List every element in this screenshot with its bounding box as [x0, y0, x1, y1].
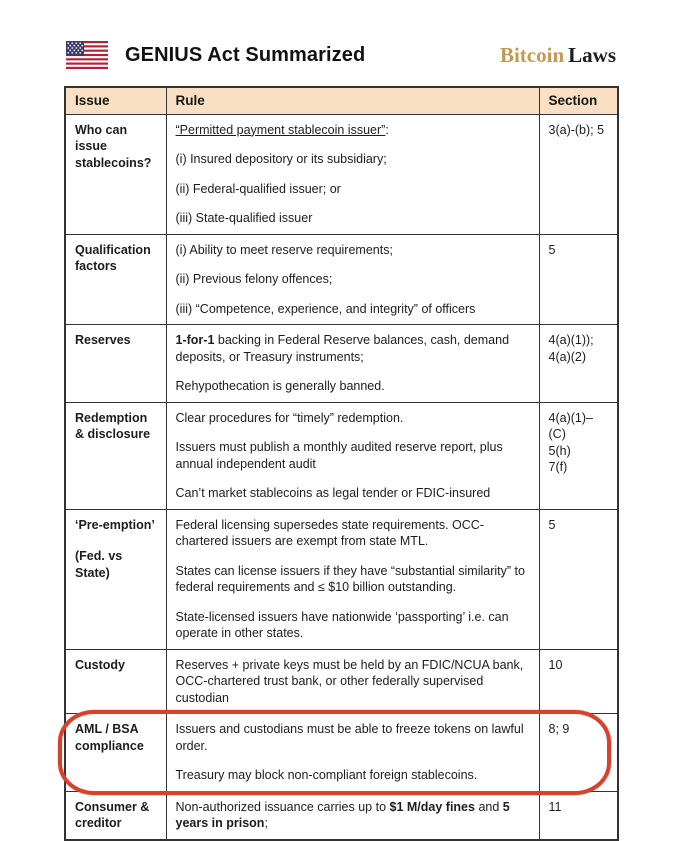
table-row-preemption: [65, 509, 618, 649]
issue-label: AML / BSA compliance: [75, 722, 144, 753]
rule-cell: [166, 234, 539, 325]
issue-cell: [65, 649, 166, 714]
bold-term: 1-for-1: [175, 333, 215, 347]
rule-cell: [166, 114, 539, 234]
rule-paragraph: Federal licensing supersedes state requirements. OCC-chartered issuers are exempt from state MTL.: [175, 517, 484, 548]
rule-cell: [166, 402, 539, 509]
rule-paragraph: (ii) Previous felony offences;: [175, 272, 333, 286]
section-ref: 5(h): [548, 443, 571, 458]
table-row-reserves: [65, 325, 618, 403]
table-row-custody: [65, 649, 618, 714]
rule-paragraph: Rehypothecation is generally banned.: [175, 379, 385, 393]
rule-paragraph: (ii) Federal-qualified issuer; or: [175, 181, 341, 196]
rule-paragraph: Clear procedures for “timely” redemption.: [175, 410, 404, 425]
section-cell: [539, 114, 618, 234]
issue-cell: [65, 791, 166, 840]
rule-cell: [166, 714, 539, 792]
section-ref: 7(f): [548, 460, 568, 474]
rule-text: :: [385, 122, 389, 137]
column-header-section: Section: [539, 87, 618, 114]
rule-paragraph: Can’t market stablecoins as legal tender or FDIC-insured: [175, 486, 491, 500]
rule-cell: [166, 791, 539, 840]
issue-cell: [65, 325, 166, 403]
rule-paragraph: [176, 122, 530, 139]
section-cell: [539, 791, 618, 840]
section-ref: 4(a)(1)–(C): [548, 410, 593, 441]
issue-cell: [65, 402, 166, 509]
brand-bitcoin: Bitcoin: [499, 42, 565, 67]
rule-paragraph: Treasury may block non-compliant foreign stablecoins.: [175, 768, 478, 782]
brand-laws: Laws: [568, 42, 616, 67]
table-container: [64, 86, 617, 841]
rule-text: backing in Federal Reserve balances, cash, demand deposits, or Treasury instruments;: [175, 333, 510, 364]
issue-label: Redemption & disclosure: [75, 410, 151, 441]
rule-cell: [166, 649, 539, 714]
column-header-rule: Rule: [166, 87, 539, 114]
rule-text: Non-authorized issuance carries up to: [175, 799, 390, 814]
rule-text: ;: [264, 816, 268, 830]
brand-logo: [500, 43, 616, 68]
rule-paragraph: State-licensed issuers have nationwide ‘passporting’ i.e. can operate in other states.: [175, 609, 509, 640]
section-cell: [539, 649, 618, 714]
summary-table: [64, 86, 619, 841]
section-ref: 4(a)(1));: [548, 333, 594, 347]
section-cell: [539, 325, 618, 403]
issue-cell: [65, 234, 166, 325]
table-row-redemption: [65, 402, 618, 509]
issue-sublabel: (Fed. vs State): [75, 549, 123, 580]
rule-paragraph: Issuers must publish a monthly audited reserve report, plus annual independent audit: [175, 440, 503, 471]
page-title: GENIUS Act Summarized: [125, 43, 366, 66]
rule-cell: [166, 509, 539, 649]
issue-label: Reserves: [75, 333, 131, 347]
section-ref: 11: [548, 799, 562, 814]
table-row-who-can-issue: [65, 114, 618, 234]
column-header-issue: Issue: [65, 87, 166, 114]
rule-paragraph: [176, 799, 530, 832]
rule-paragraph: (iii) “Competence, experience, and integrity” of officers: [175, 301, 476, 316]
rule-paragraph: (iii) State-qualified issuer: [175, 211, 313, 225]
rule-text: and: [474, 799, 503, 814]
issue-label: Custody: [75, 657, 125, 672]
section-ref: 5: [548, 242, 556, 257]
header-bar: [66, 39, 616, 71]
table-header-row: [65, 87, 618, 114]
issue-label: Who can issue stablecoins?: [75, 122, 152, 170]
issue-cell: [65, 509, 166, 649]
table-row-aml-bsa: [65, 714, 618, 792]
bold-term: 5 years in prison: [175, 799, 510, 830]
us-flag-icon: [66, 41, 108, 69]
bold-term: $1 M/day fines: [389, 799, 475, 814]
rule-paragraph: Issuers and custodians must be able to freeze tokens on lawful order.: [175, 722, 524, 753]
rule-paragraph: [176, 332, 530, 365]
issue-label: Qualification factors: [75, 242, 151, 273]
table-row-qualification: [65, 234, 618, 325]
table-row-consumer: [65, 791, 618, 840]
issue-cell: [65, 114, 166, 234]
rule-paragraph: Reserves + private keys must be held by an FDIC/NCUA bank, OCC-chartered trust bank, or other federally supervised custodian: [175, 657, 524, 705]
section-cell: [539, 714, 618, 792]
section-cell: [539, 509, 618, 649]
section-ref: 3(a)-(b); 5: [548, 122, 605, 137]
underlined-term: “Permitted payment stablecoin issuer”: [175, 122, 386, 137]
section-cell: [539, 402, 618, 509]
issue-label: ‘Pre-emption’: [75, 517, 155, 532]
rule-cell: [166, 325, 539, 403]
section-ref: 10: [548, 657, 563, 672]
issue-cell: [65, 714, 166, 792]
issue-label: Consumer & creditor: [75, 799, 150, 830]
rule-paragraph: (i) Insured depository or its subsidiary;: [175, 152, 387, 166]
section-cell: [539, 234, 618, 325]
rule-paragraph: States can license issuers if they have “substantial similarity” to federal requirements and ≤ $10 billion outstanding.: [175, 563, 525, 594]
section-ref: 4(a)(2): [548, 349, 587, 364]
section-ref: 5: [548, 517, 556, 532]
rule-paragraph: (i) Ability to meet reserve requirements;: [175, 242, 393, 257]
section-ref: 8; 9: [548, 722, 570, 736]
